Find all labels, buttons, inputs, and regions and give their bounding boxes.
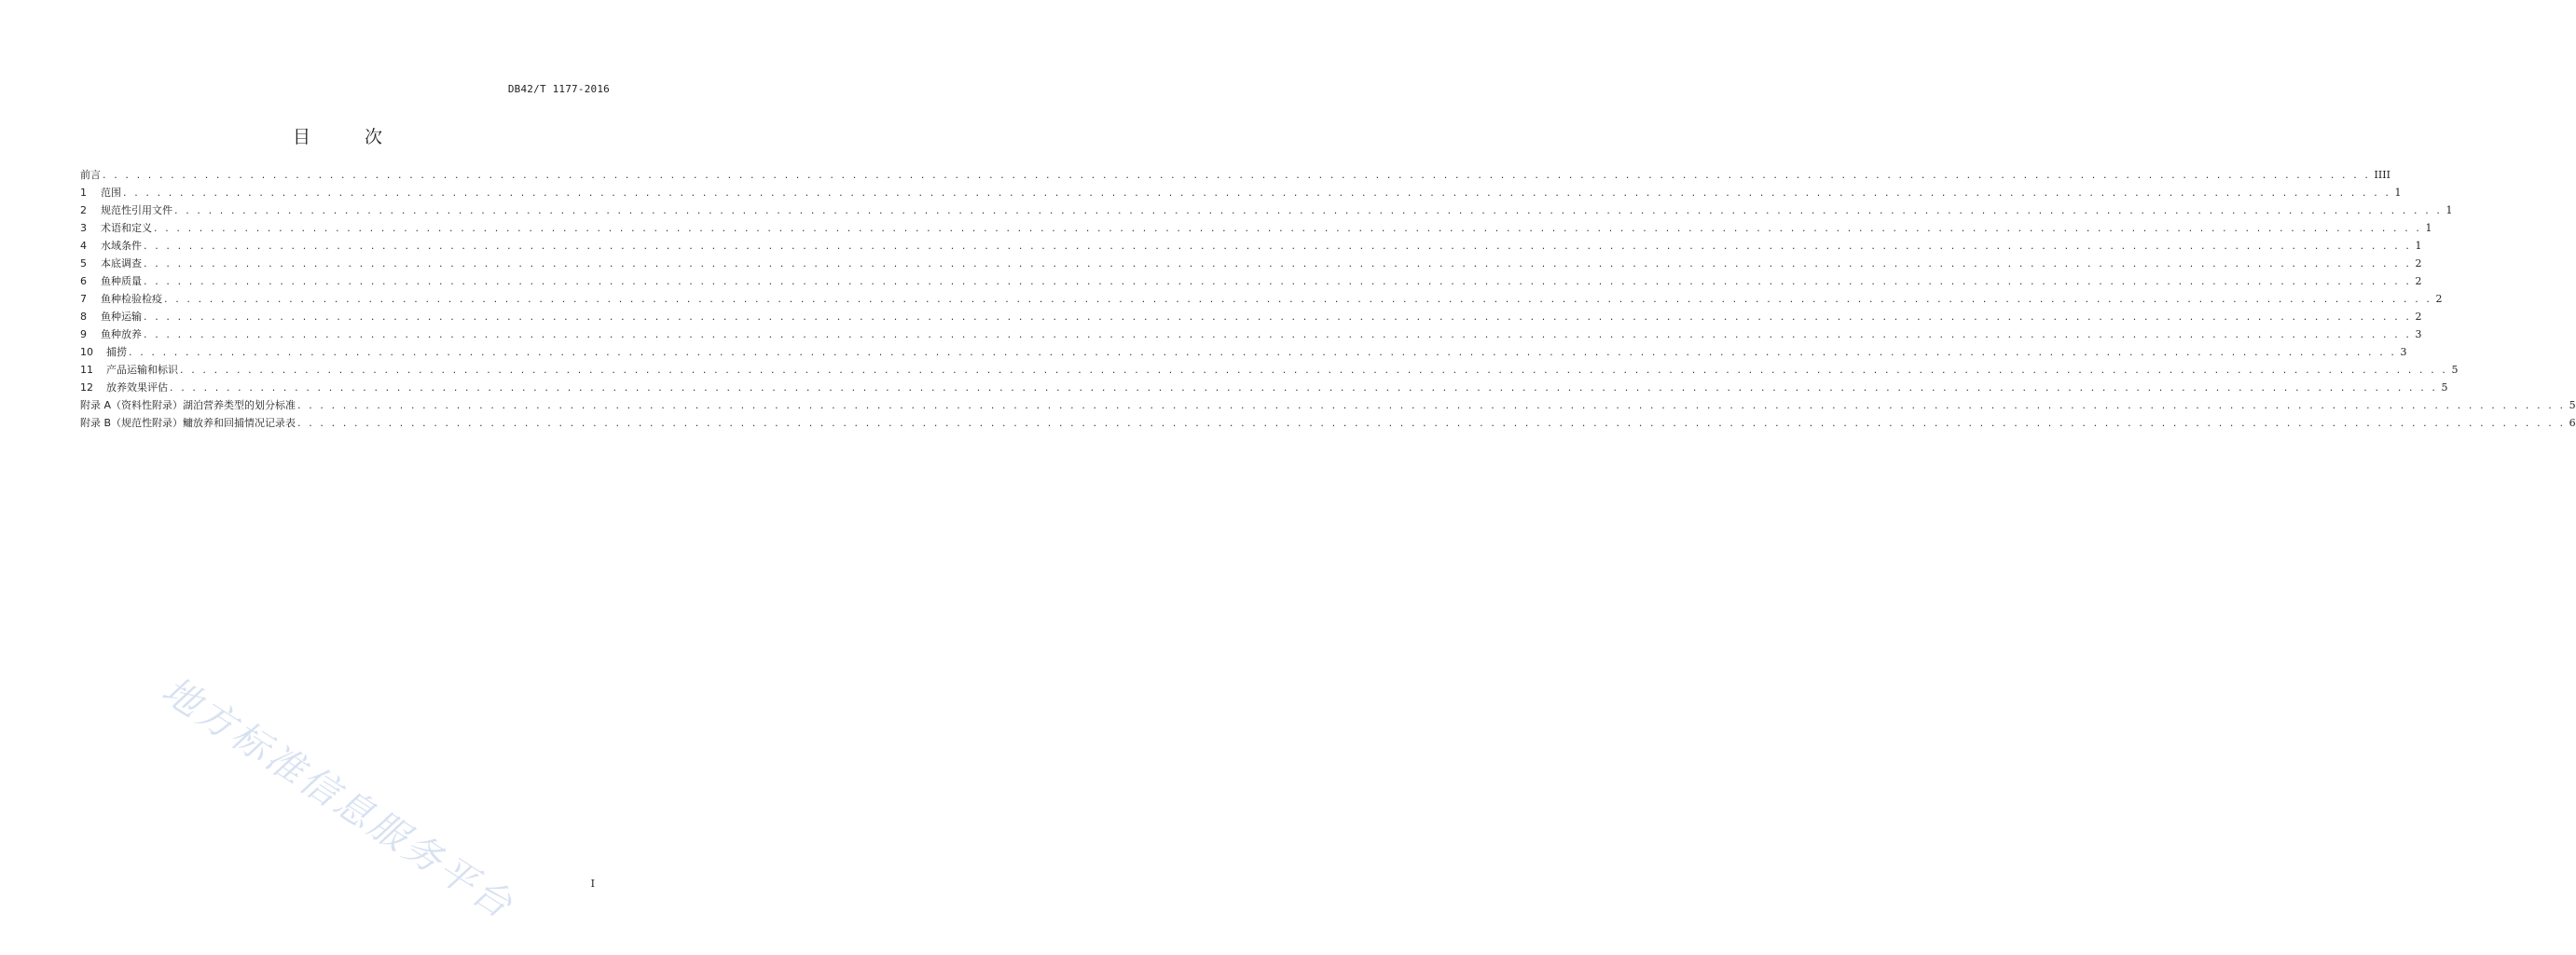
toc-entry[interactable]	[80, 415, 2576, 433]
toc-entry-number: 9	[80, 328, 87, 340]
toc-entry-number: 4	[80, 240, 87, 252]
table-of-contents	[80, 167, 2576, 433]
toc-entry-page: IIII	[2374, 169, 2390, 181]
toc-dot-leader: . . . . . . . . . . . . . . . . . . . . . . . . . . . . . . . . . . . . . . . . . . . . . . . . . . . . . . . . . . . . . . . . . . . . . . . . . . . . . . . . . . . . . . . . . . . . . . . . . . . . . . . . . . . . . . . . . . . . . . . . . . . . . . . . . . . . . . . . . . . . . . . . . . . . . . . . . . . . . . . . . . . . . . . . . . . . . . . . . . . . . . . . . . . . . . . . . . . . . . . .	[170, 381, 2438, 394]
toc-entry[interactable]	[80, 380, 2448, 397]
toc-entry-number: 7	[80, 293, 87, 305]
toc-dot-leader: . . . . . . . . . . . . . . . . . . . . . . . . . . . . . . . . . . . . . . . . . . . . . . . . . . . . . . . . . . . . . . . . . . . . . . . . . . . . . . . . . . . . . . . . . . . . . . . . . . . . . . . . . . . . . . . . . . . . . . . . . . . . . . . . . . . . . . . . . . . . . . . . . . . . . . . . . . . . . . . . . . . . . . . . . . . . . . . . . . . . . . . . . . . . . . . . . . . . . . . .	[144, 275, 2412, 287]
toc-entry-number: 2	[80, 204, 87, 216]
toc-entry-label: 鱼种运输	[101, 311, 142, 323]
toc-entry-page: 3	[2400, 346, 2407, 358]
toc-entry-number: 6	[80, 275, 87, 287]
toc-entry-page: 6	[2569, 417, 2576, 429]
toc-entry-page: 3	[2415, 328, 2422, 340]
toc-dot-leader: . . . . . . . . . . . . . . . . . . . . . . . . . . . . . . . . . . . . . . . . . . . . . . . . . . . . . . . . . . . . . . . . . . . . . . . . . . . . . . . . . . . . . . . . . . . . . . . . . . . . . . . . . . . . . . . . . . . . . . . . . . . . . . . . . . . . . . . . . . . . . . . . . . . . . . . . . . . . . . . . . . . . . . . . . . . . . . . . . . . . . . . . . . . . . . . . . . . . . . . .	[144, 311, 2412, 323]
toc-entry-page: 1	[2415, 240, 2422, 252]
toc-entry-label: 鱼种检验检疫	[101, 293, 162, 305]
toc-entry-label: 捕捞	[106, 346, 127, 358]
toc-entry[interactable]	[80, 326, 2422, 344]
toc-entry-page: 2	[2415, 311, 2422, 323]
toc-entry-label: 规范性引用文件	[101, 204, 172, 216]
toc-dot-leader: . . . . . . . . . . . . . . . . . . . . . . . . . . . . . . . . . . . . . . . . . . . . . . . . . . . . . . . . . . . . . . . . . . . . . . . . . . . . . . . . . . . . . . . . . . . . . . . . . . . . . . . . . . . . . . . . . . . . . . . . . . . . . . . . . . . . . . . . . . . . . . . . . . . . . . . . . . . . . . . . . . . . . . . . . . . . . . . . . . . . . . . . . . . . . . . . . . . . . . . .	[297, 399, 2566, 411]
toc-entry-label: 范围	[101, 187, 121, 199]
toc-entry-number: 12	[80, 381, 93, 394]
toc-entry[interactable]	[80, 185, 2402, 202]
toc-entry-label: 附录 A（资料性附录）湖泊营养类型的划分标准	[80, 399, 296, 411]
toc-entry-page: 2	[2415, 275, 2422, 287]
toc-entry-label: 水域条件	[101, 240, 142, 252]
toc-entry-label: 鱼种质量	[101, 275, 142, 287]
toc-dot-leader: . . . . . . . . . . . . . . . . . . . . . . . . . . . . . . . . . . . . . . . . . . . . . . . . . . . . . . . . . . . . . . . . . . . . . . . . . . . . . . . . . . . . . . . . . . . . . . . . . . . . . . . . . . . . . . . . . . . . . . . . . . . . . . . . . . . . . . . . . . . . . . . . . . . . . . . . . . . . . . . . . . . . . . . . . . . . . . . . . . . . . . . . . . . . . . . . . . . . . . . .	[174, 204, 2443, 216]
toc-dot-leader: . . . . . . . . . . . . . . . . . . . . . . . . . . . . . . . . . . . . . . . . . . . . . . . . . . . . . . . . . . . . . . . . . . . . . . . . . . . . . . . . . . . . . . . . . . . . . . . . . . . . . . . . . . . . . . . . . . . . . . . . . . . . . . . . . . . . . . . . . . . . . . . . . . . . . . . . . . . . . . . . . . . . . . . . . . . . . . . . . . . . . . . . . . . . . . . . . . . . . . . .	[144, 257, 2412, 270]
toc-entry-page: 2	[2415, 257, 2422, 270]
page-title: 目 次	[292, 127, 407, 147]
toc-entry[interactable]	[80, 273, 2422, 291]
toc-dot-leader: . . . . . . . . . . . . . . . . . . . . . . . . . . . . . . . . . . . . . . . . . . . . . . . . . . . . . . . . . . . . . . . . . . . . . . . . . . . . . . . . . . . . . . . . . . . . . . . . . . . . . . . . . . . . . . . . . . . . . . . . . . . . . . . . . . . . . . . . . . . . . . . . . . . . . . . . . . . . . . . . . . . . . . . . . . . . . . . . . . . . . . . . . . . . . . . . . . . . . . . .	[103, 169, 2371, 181]
toc-entry-label: 附录 B（规范性附录）鳙放养和回捕情况记录表	[80, 417, 296, 429]
toc-entry-page: 5	[2569, 399, 2576, 411]
toc-dot-leader: . . . . . . . . . . . . . . . . . . . . . . . . . . . . . . . . . . . . . . . . . . . . . . . . . . . . . . . . . . . . . . . . . . . . . . . . . . . . . . . . . . . . . . . . . . . . . . . . . . . . . . . . . . . . . . . . . . . . . . . . . . . . . . . . . . . . . . . . . . . . . . . . . . . . . . . . . . . . . . . . . . . . . . . . . . . . . . . . . . . . . . . . . . . . . . . . . . . . . . . .	[144, 240, 2412, 252]
toc-entry-label: 产品运输和标识	[106, 364, 178, 376]
toc-entry-page: 5	[2451, 364, 2459, 376]
toc-entry-page: 2	[2435, 293, 2443, 305]
toc-entry[interactable]	[80, 344, 2407, 362]
toc-entry-number: 5	[80, 257, 87, 270]
toc-entry-label: 本底调查	[101, 257, 142, 270]
toc-dot-leader: . . . . . . . . . . . . . . . . . . . . . . . . . . . . . . . . . . . . . . . . . . . . . . . . . . . . . . . . . . . . . . . . . . . . . . . . . . . . . . . . . . . . . . . . . . . . . . . . . . . . . . . . . . . . . . . . . . . . . . . . . . . . . . . . . . . . . . . . . . . . . . . . . . . . . . . . . . . . . . . . . . . . . . . . . . . . . . . . . . . . . . . . . . . . . . . . . . . . . . . .	[123, 187, 2391, 199]
toc-entry-page: 1	[2425, 222, 2432, 234]
page-number: I	[590, 878, 595, 890]
toc-entry-number: 11	[80, 364, 93, 376]
toc-dot-leader: . . . . . . . . . . . . . . . . . . . . . . . . . . . . . . . . . . . . . . . . . . . . . . . . . . . . . . . . . . . . . . . . . . . . . . . . . . . . . . . . . . . . . . . . . . . . . . . . . . . . . . . . . . . . . . . . . . . . . . . . . . . . . . . . . . . . . . . . . . . . . . . . . . . . . . . . . . . . . . . . . . . . . . . . . . . . . . . . . . . . . . . . . . . . . . . . . . . . . . . .	[154, 222, 2422, 234]
standard-code: DB42/T 1177-2016	[507, 83, 610, 95]
toc-dot-leader: . . . . . . . . . . . . . . . . . . . . . . . . . . . . . . . . . . . . . . . . . . . . . . . . . . . . . . . . . . . . . . . . . . . . . . . . . . . . . . . . . . . . . . . . . . . . . . . . . . . . . . . . . . . . . . . . . . . . . . . . . . . . . . . . . . . . . . . . . . . . . . . . . . . . . . . . . . . . . . . . . . . . . . . . . . . . . . . . . . . . . . . . . . . . . . . . . . . . . . . .	[129, 346, 2397, 358]
toc-dot-leader: . . . . . . . . . . . . . . . . . . . . . . . . . . . . . . . . . . . . . . . . . . . . . . . . . . . . . . . . . . . . . . . . . . . . . . . . . . . . . . . . . . . . . . . . . . . . . . . . . . . . . . . . . . . . . . . . . . . . . . . . . . . . . . . . . . . . . . . . . . . . . . . . . . . . . . . . . . . . . . . . . . . . . . . . . . . . . . . . . . . . . . . . . . . . . . . . . . . . . . . .	[180, 364, 2448, 376]
toc-entry-number: 3	[80, 222, 87, 234]
toc-entry[interactable]	[80, 256, 2422, 273]
toc-dot-leader: . . . . . . . . . . . . . . . . . . . . . . . . . . . . . . . . . . . . . . . . . . . . . . . . . . . . . . . . . . . . . . . . . . . . . . . . . . . . . . . . . . . . . . . . . . . . . . . . . . . . . . . . . . . . . . . . . . . . . . . . . . . . . . . . . . . . . . . . . . . . . . . . . . . . . . . . . . . . . . . . . . . . . . . . . . . . . . . . . . . . . . . . . . . . . . . . . . . . . . . .	[297, 417, 2566, 429]
toc-entry-label: 鱼种放养	[101, 328, 142, 340]
toc-dot-leader: . . . . . . . . . . . . . . . . . . . . . . . . . . . . . . . . . . . . . . . . . . . . . . . . . . . . . . . . . . . . . . . . . . . . . . . . . . . . . . . . . . . . . . . . . . . . . . . . . . . . . . . . . . . . . . . . . . . . . . . . . . . . . . . . . . . . . . . . . . . . . . . . . . . . . . . . . . . . . . . . . . . . . . . . . . . . . . . . . . . . . . . . . . . . . . . . . . . . . . . .	[144, 328, 2412, 340]
toc-entry-page: 1	[2394, 187, 2402, 199]
toc-entry-page: 5	[2441, 381, 2448, 394]
watermark: 地方标准信息服务平台	[154, 669, 522, 929]
toc-dot-leader: . . . . . . . . . . . . . . . . . . . . . . . . . . . . . . . . . . . . . . . . . . . . . . . . . . . . . . . . . . . . . . . . . . . . . . . . . . . . . . . . . . . . . . . . . . . . . . . . . . . . . . . . . . . . . . . . . . . . . . . . . . . . . . . . . . . . . . . . . . . . . . . . . . . . . . . . . . . . . . . . . . . . . . . . . . . . . . . . . . . . . . . . . . . . . . . . . . . . . . . .	[164, 293, 2432, 305]
toc-entry[interactable]	[80, 309, 2422, 326]
toc-entry-page: 1	[2445, 204, 2453, 216]
toc-entry[interactable]	[80, 220, 2432, 238]
toc-entry-number: 1	[80, 187, 87, 199]
toc-entry-label: 术语和定义	[101, 222, 152, 234]
toc-entry[interactable]	[80, 397, 2576, 415]
toc-entry[interactable]	[80, 362, 2459, 380]
toc-entry[interactable]	[80, 202, 2453, 220]
toc-entry[interactable]	[80, 167, 2390, 185]
toc-entry[interactable]	[80, 291, 2443, 309]
toc-entry-label: 放养效果评估	[106, 381, 168, 394]
toc-entry[interactable]	[80, 238, 2422, 256]
toc-entry-number: 10	[80, 346, 93, 358]
toc-entry-number: 8	[80, 311, 87, 323]
toc-entry-label: 前言	[80, 169, 101, 181]
